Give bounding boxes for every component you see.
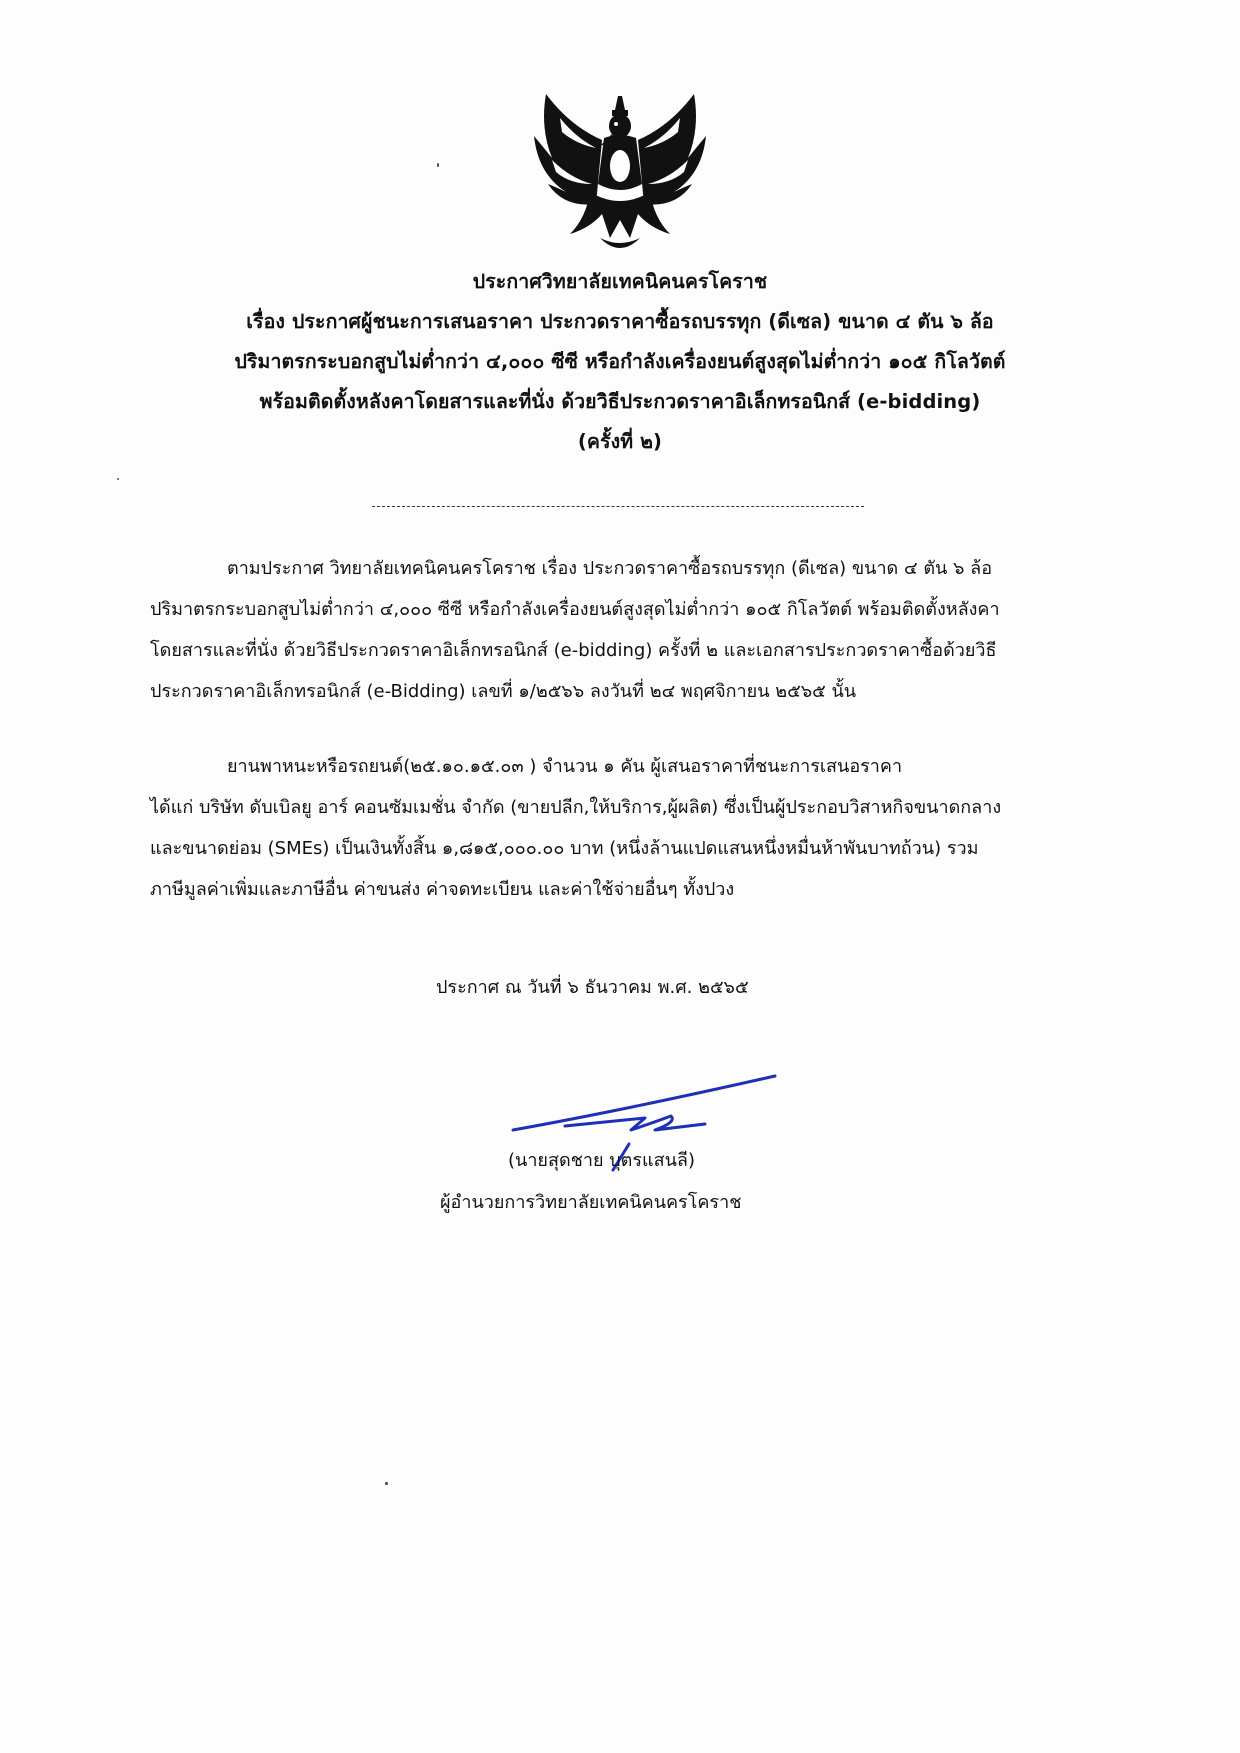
- header-line: พร้อมติดตั้งหลังคาโดยสารและที่นั่ง ด้วยวิธีประกวดราคาอิเล็กทรอนิกส์ (e-bidding): [259, 390, 981, 413]
- paragraph-line: โดยสารและที่นั่ง ด้วยวิธีประกวดราคาอิเล็กทรอนิกส์ (e-bidding) ครั้งที่ ๒ และเอกสารประกวดราคาซื้อด้วยวิธี: [150, 640, 997, 661]
- header-line: ประกาศวิทยาลัยเทคนิคนครโคราช: [472, 270, 768, 293]
- signer-title: ผู้อำนวยการวิทยาลัยเทคนิคนครโคราช: [440, 1192, 742, 1213]
- header-line: (ครั้งที่ ๒): [577, 430, 663, 453]
- signer-name: (นายสุดชาย บุตรแสนลี): [508, 1150, 695, 1171]
- paragraph-line: ประกวดราคาอิเล็กทรอนิกส์ (e-Bidding) เลขที่ ๑/๒๕๖๖ ลงวันที่ ๒๔ พฤศจิกายน ๒๕๖๕ นั้น: [150, 681, 857, 702]
- body-paragraph-2: [150, 746, 1118, 910]
- header-line: เรื่อง ประกาศผู้ชนะการเสนอราคา ประกวดราคาซื้อรถบรรทุก (ดีเซล) ขนาด ๔ ตัน ๖ ล้อ: [246, 310, 994, 333]
- header-divider: [372, 506, 864, 507]
- paragraph-line: ยานพาหนะหรือรถยนต์(๒๕.๑๐.๑๕.๐๓ ) จำนวน ๑ คัน ผู้เสนอราคาที่ชนะการเสนอราคา: [227, 756, 903, 777]
- announcement-date: ประกาศ ณ วันที่ ๖ ธันวาคม พ.ศ. ๒๕๖๕: [436, 977, 749, 998]
- document-header: [120, 262, 1120, 462]
- paragraph-line: และขนาดย่อม (SMEs) เป็นเงินทั้งสิ้น ๑,๘๑๕,๐๐๐.๐๐ บาท (หนึ่งล้านแปดแสนหนึ่งหมื่นห้าพันบาทถ้วน) รวม: [150, 838, 979, 859]
- header-line: ปริมาตรกระบอกสูบไม่ต่ำกว่า ๔,๐๐๐ ซีซี หรือกำลังเครื่องยนต์สูงสุดไม่ต่ำกว่า ๑๐๕ กิโลวัตต์: [234, 350, 1006, 373]
- paragraph-line: ตามประกาศ วิทยาลัยเทคนิคนครโคราช เรื่อง ประกวดราคาซื้อรถบรรทุก (ดีเซล) ขนาด ๔ ตัน ๖ ล้อ: [227, 558, 993, 579]
- scan-speck: [437, 163, 439, 167]
- garuda-emblem-icon: [530, 88, 710, 258]
- paragraph-line: ได้แก่ บริษัท ดับเบิลยู อาร์ คอนซัมเมชั่น จำกัด (ขายปลีก,ให้บริการ,ผู้ผลิต) ซึ่งเป็นผู้ประกอบวิสาหกิจขนาดกลาง: [150, 797, 1002, 818]
- body-paragraph-1: [150, 548, 1118, 712]
- paragraph-line: ภาษีมูลค่าเพิ่มและภาษีอื่น ค่าขนส่ง ค่าจดทะเบียน และค่าใช้จ่ายอื่นๆ ทั้งปวง: [150, 879, 735, 900]
- paragraph-line: ปริมาตรกระบอกสูบไม่ต่ำกว่า ๔,๐๐๐ ซีซี หรือกำลังเครื่องยนต์สูงสุดไม่ต่ำกว่า ๑๐๕ กิโลวัตต์ พร้อมติดตั้งหลังคา: [150, 599, 1000, 620]
- scan-speck: [385, 1482, 388, 1485]
- scan-speck: [117, 478, 119, 480]
